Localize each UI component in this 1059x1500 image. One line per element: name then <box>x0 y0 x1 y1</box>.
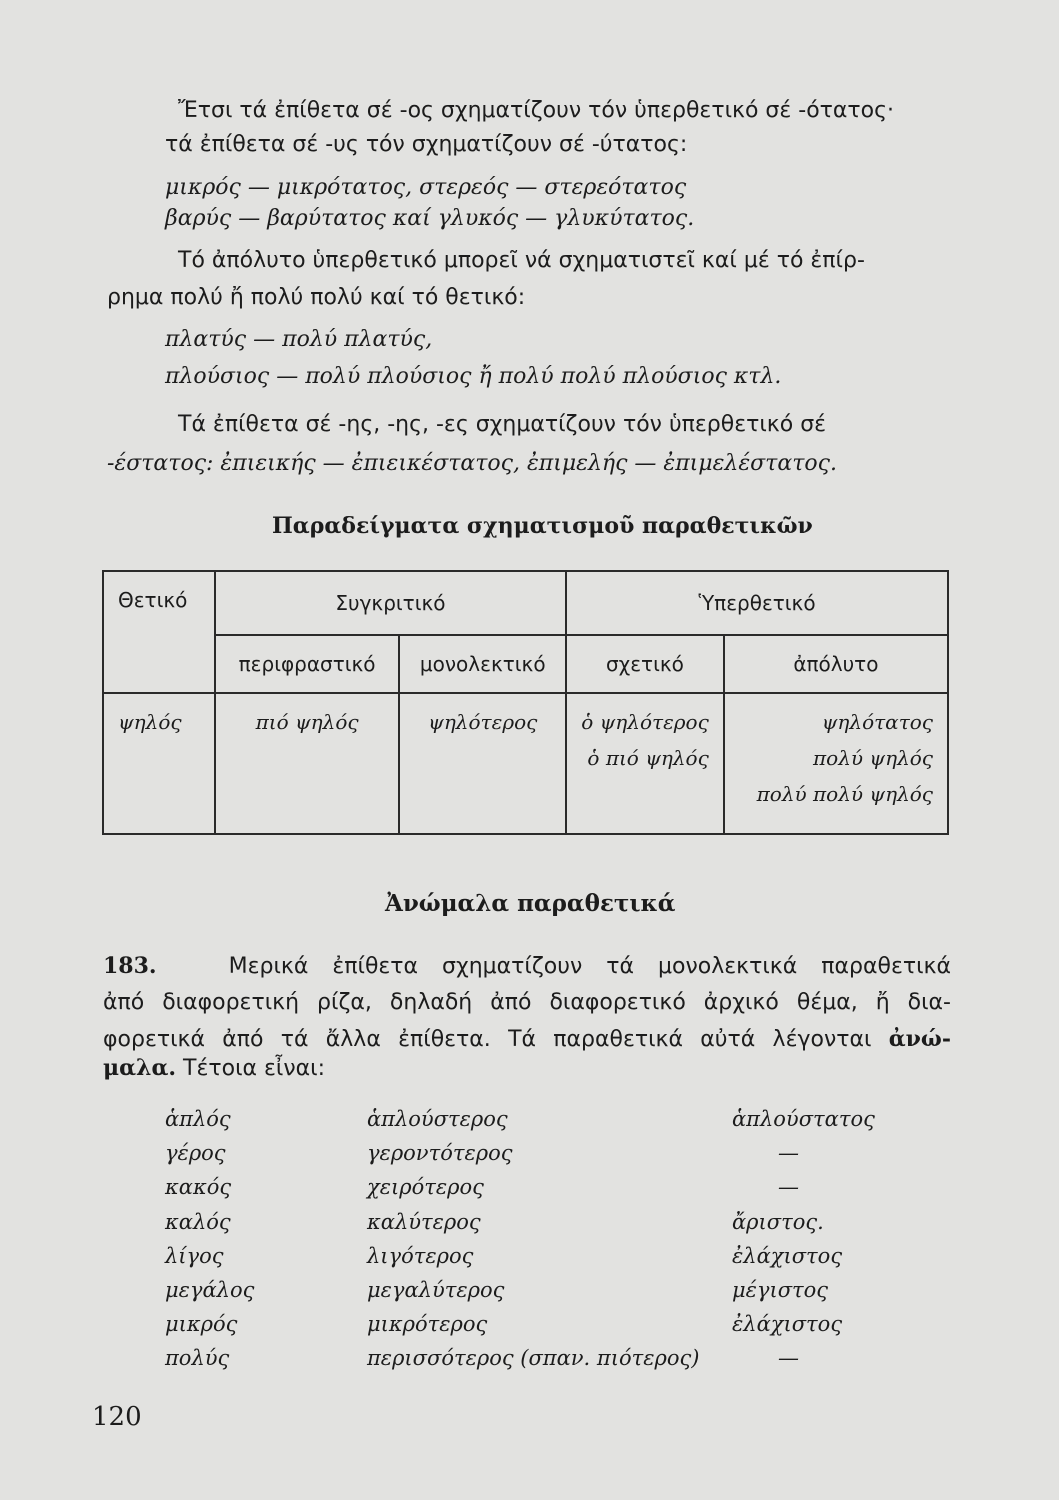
list-item: γέρος <box>165 1141 226 1166</box>
intro-line-2: τά ἐπίθετα σέ -υς τόν σχηματίζουν σέ -ύτατος: <box>165 132 688 157</box>
irregular-text-4: Τέτοια εἶναι: <box>183 1056 326 1081</box>
es-line-2: -έστατος: ἐπιεικής — ἐπιεικέστατος, ἐπιμελής — ἐπιμελέστατος. <box>107 451 837 476</box>
list-item: ἄριστος. <box>732 1209 824 1234</box>
absolute-example-2: πλούσιος — πολύ πλούσιος ἤ πολύ πολύ πλούσιος κτλ. <box>165 364 782 389</box>
absolute-example-1: πλατύς — πολύ πλατύς, <box>165 327 433 352</box>
cell-periphrastic: πιό ψηλός <box>215 693 400 834</box>
list-item: μεγαλύτερος <box>367 1277 505 1302</box>
page-number: 120 <box>92 1402 142 1432</box>
list-item: μικρότερος <box>367 1312 488 1337</box>
subheader-periphrastic: περιφραστικό <box>215 635 400 693</box>
irregular-para-line-2: ἀπό διαφορετική ρίζα, δηλαδή ἀπό διαφορετικό ἀρχικό θέμα, ἤ δια- <box>103 990 951 1015</box>
relative-form-2: ὁ πιό ψηλός <box>587 746 709 770</box>
irregular-title: Ἀνώμαλα παραθετικά <box>385 890 676 917</box>
es-line-1: Τά ἐπίθετα σέ -ης, -ης, -ες σχηματίζουν τόν ὑπερθετικό σέ <box>178 412 827 437</box>
header-comparative: Συγκριτικό <box>215 571 566 635</box>
header-positive: Θετικό <box>103 571 215 693</box>
table-header-row <box>103 571 948 635</box>
list-item: μεγάλος <box>165 1277 255 1302</box>
list-item: καλύτερος <box>367 1209 481 1234</box>
list-item: — <box>778 1175 799 1200</box>
irregular-para-line-1 <box>103 951 951 982</box>
irregular-term-1: ἀνώ- <box>888 1026 951 1052</box>
header-superlative: Ὑπερθετικό <box>566 571 948 635</box>
relative-form-1: ὁ ψηλότερος <box>581 710 709 734</box>
cell-positive: ψηλός <box>103 693 215 834</box>
absolute-form-3: πολύ πολύ ψηλός <box>756 782 933 806</box>
cell-absolute <box>724 693 948 834</box>
list-item: μικρός <box>165 1312 238 1337</box>
absolute-form-2: πολύ ψηλός <box>813 746 933 770</box>
irregular-text-3: φορετικά ἀπό τά ἄλλα ἐπίθετα. Τά παραθετικά αὐτά λέγονται <box>103 1027 872 1052</box>
section-number: 183. <box>103 953 157 979</box>
list-item: καλός <box>165 1209 231 1234</box>
list-item: χειρότερος <box>367 1175 484 1200</box>
irregular-para-line-4 <box>103 1053 325 1084</box>
list-item: λίγος <box>165 1243 224 1268</box>
subheader-monolectic: μονολεκτικό <box>399 635 566 693</box>
list-item: περισσότερος (σπαν. πιότερος) <box>367 1346 700 1371</box>
subheader-absolute: ἀπόλυτο <box>724 635 948 693</box>
irregular-comparative-column <box>367 1102 699 1376</box>
list-item: μέγιστος <box>732 1277 829 1302</box>
absolute-form-1: ψηλότατος <box>821 710 933 734</box>
comparison-table <box>102 570 949 835</box>
table-data-row <box>103 693 948 834</box>
list-item: ἐλάχιστος <box>732 1312 843 1337</box>
list-item: — <box>778 1346 799 1371</box>
absolute-line-1: Τό ἀπόλυτο ὑπερθετικό μπορεῖ νά σχηματιστεῖ καί μέ τό ἐπίρ- <box>178 248 865 273</box>
table-subheader-row <box>103 635 948 693</box>
subheader-relative: σχετικό <box>566 635 724 693</box>
irregular-positive-column <box>165 1102 254 1376</box>
irregular-superlative-column <box>732 1102 875 1376</box>
list-item: ἁπλούστατος <box>732 1107 875 1131</box>
table-title: Παραδείγματα σχηματισμοῦ παραθετικῶν <box>272 513 813 539</box>
irregular-para-line-3 <box>103 1024 951 1055</box>
list-item: γεροντότερος <box>367 1141 513 1166</box>
cell-relative <box>566 693 724 834</box>
list-item: ἁπλός <box>165 1107 231 1131</box>
intro-example-2: βαρύς — βαρύτατος καί γλυκός — γλυκύτατος. <box>165 206 695 231</box>
irregular-term-2: μαλα. <box>103 1055 177 1081</box>
intro-example-1: μικρός — μικρότατος, στερεός — στερεότατος <box>165 175 687 200</box>
list-item: ἐλάχιστος <box>732 1243 843 1268</box>
list-item: κακός <box>165 1175 232 1200</box>
irregular-text-1: Μερικά ἐπίθετα σχηματίζουν τά μονολεκτικά παραθετικά <box>228 954 951 979</box>
intro-line-1: Ἔτσι τά ἐπίθετα σέ -ος σχηματίζουν τόν ὑπερθετικό σέ -ότατος· <box>178 98 895 123</box>
cell-monolectic: ψηλότερος <box>399 693 566 834</box>
list-item: λιγότερος <box>367 1243 474 1268</box>
list-item: — <box>778 1141 799 1166</box>
absolute-line-2: ρημα πολύ ἤ πολύ πολύ καί τό θετικό: <box>107 285 526 310</box>
list-item: ἁπλούστερος <box>367 1107 508 1131</box>
list-item: πολύς <box>165 1346 230 1371</box>
